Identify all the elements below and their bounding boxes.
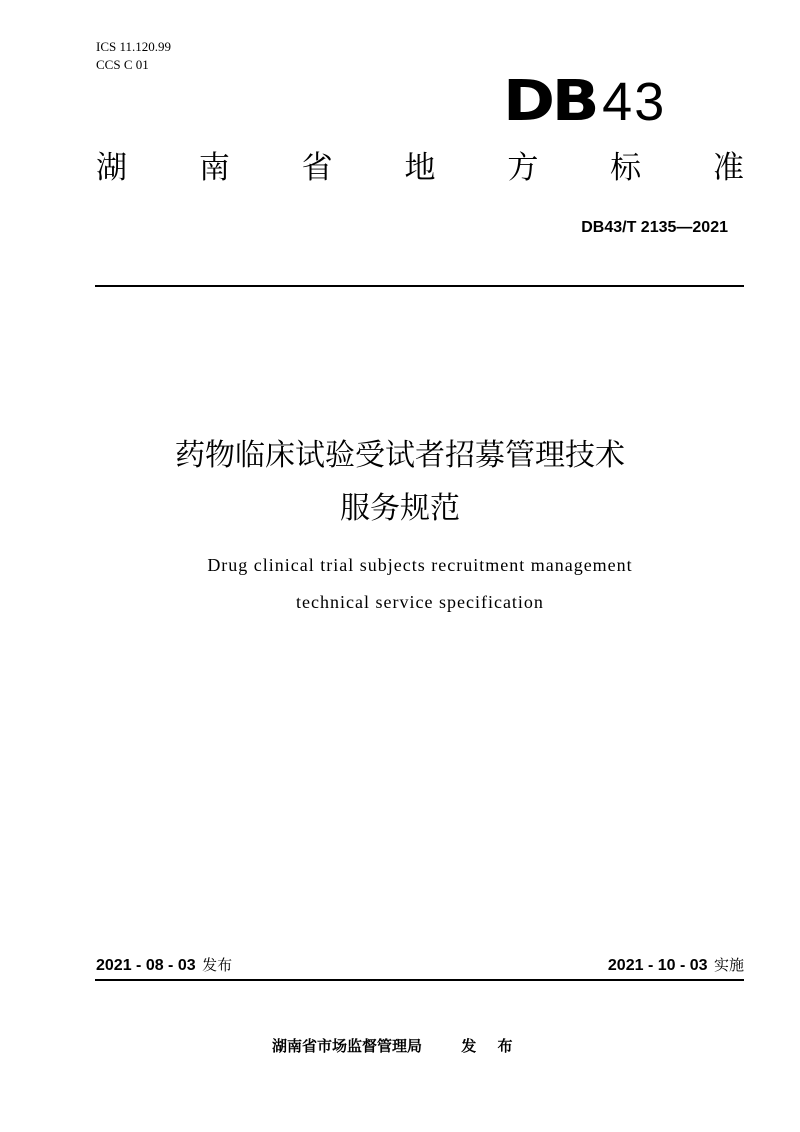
publish-date-row	[96, 955, 232, 976]
db-province-code: 43	[602, 72, 667, 132]
title-cn-line1: 药物临床试验受试者招募管理技术	[175, 438, 625, 473]
standard-type-char: 地	[404, 150, 436, 186]
issuer-verb: 发 布	[461, 1037, 521, 1055]
db-logo	[503, 69, 667, 134]
standard-type-char: 湖	[96, 150, 127, 186]
db-mark: DB	[503, 69, 597, 134]
implement-date-row	[608, 955, 744, 976]
issuer	[272, 1035, 520, 1056]
ccs-code: CCS C 01	[96, 57, 149, 72]
ics-code: ICS 11.120.99	[96, 39, 171, 54]
implement-label: 实施	[713, 956, 744, 974]
issuer-name: 湖南省市场监督管理局	[272, 1037, 423, 1055]
footer-divider	[95, 979, 744, 981]
standard-type-char: 标	[610, 150, 642, 186]
implement-date: 2021 - 10 - 03	[607, 957, 708, 974]
standard-type-char: 南	[198, 150, 230, 186]
publish-date: 2021 - 08 - 03	[96, 957, 196, 974]
standard-type-char: 准	[712, 150, 744, 186]
standard-type-char: 省	[301, 150, 333, 186]
standard-type	[96, 148, 744, 188]
title-cn-line2: 服务规范	[340, 491, 460, 526]
title-en-line2: technical service specification	[296, 592, 544, 612]
standard-type-char: 方	[507, 150, 539, 186]
title-en-line1: Drug clinical trial subjects recruitment management	[207, 555, 633, 575]
publish-label: 发布	[202, 956, 233, 974]
header-divider	[95, 285, 744, 287]
standard-number: DB43/T 2135—2021	[581, 219, 728, 236]
